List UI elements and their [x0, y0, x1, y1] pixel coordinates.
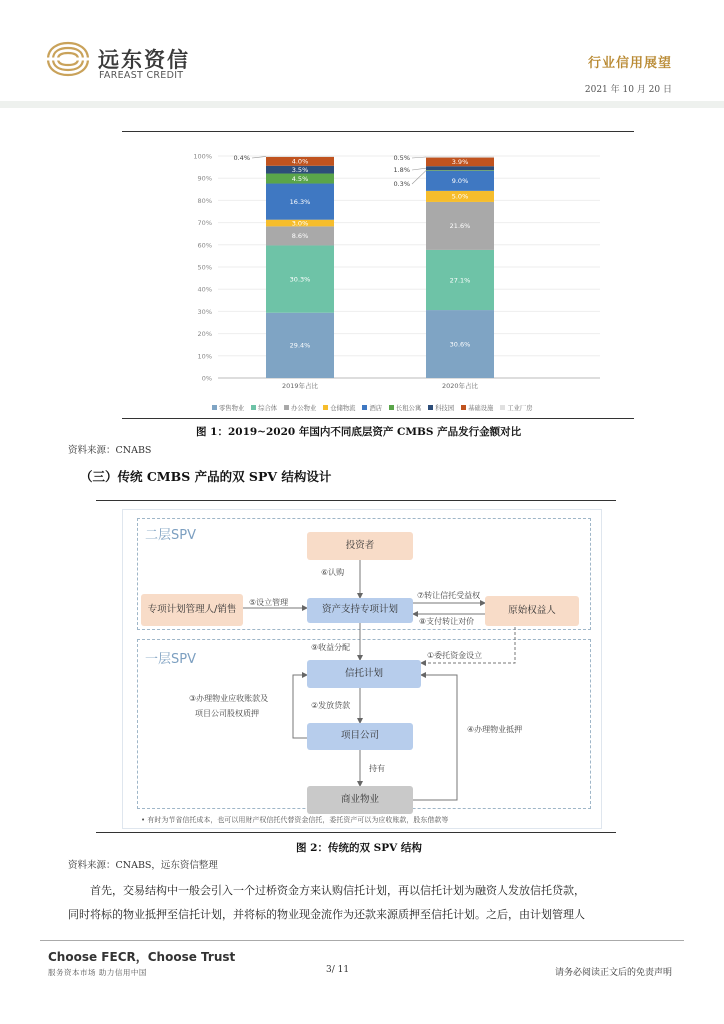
data-label: 29.4%	[289, 341, 311, 350]
footer-slogan: Choose FECR，Choose Trust	[48, 950, 236, 964]
body-line-2: 同时将标的物业抵押至信托计划，并将标的物业现金流作为还款来源质押至信托计划。之后，由计划管理人	[68, 908, 585, 921]
body-paragraph	[68, 879, 680, 927]
leader-line	[412, 157, 426, 158]
figure2-bottom-rule	[96, 832, 616, 833]
legend-item	[284, 405, 316, 412]
report-type: 行业信用展望	[587, 56, 672, 71]
section-title: （三）传统 CMBS 产品的双 SPV 结构设计	[80, 469, 332, 484]
leader-line	[412, 171, 426, 184]
legend-label: 科技园	[435, 405, 455, 412]
edge-pledge-line2: 项目公司股权质押	[195, 709, 259, 718]
data-label: 27.1%	[449, 276, 471, 285]
legend-swatch	[362, 405, 367, 410]
legend-swatch	[212, 405, 217, 410]
node-commercial-property: 商业物业	[307, 786, 413, 814]
edge-hold: 持有	[369, 764, 385, 773]
legend-item	[362, 405, 382, 412]
data-label: 3.5%	[291, 165, 309, 174]
footer-subslogan: 服务资本市场 助力信用中国	[48, 968, 147, 977]
outside-data-label: 0.4%	[233, 154, 250, 162]
footer-rule	[40, 940, 684, 941]
outside-data-label: 0.3%	[393, 180, 410, 188]
bar-segment	[426, 170, 494, 171]
outside-data-label: 1.8%	[393, 166, 410, 174]
bar-segment	[266, 156, 334, 157]
edge-entrust-fund: ①委托资金设立	[427, 651, 483, 660]
y-tick-label: 40%	[197, 285, 212, 294]
layer1-label: 一层SPV	[145, 652, 196, 667]
figure2-caption: 图 2：传统的双 SPV 结构	[296, 842, 422, 854]
y-tick-label: 0%	[201, 374, 212, 383]
legend-swatch	[284, 405, 289, 410]
figure1-source: 资料来源：CNABS	[68, 445, 152, 456]
edge-loan: ②发放贷款	[311, 701, 351, 710]
leader-line	[412, 168, 426, 170]
page-number: 3/ 11	[326, 965, 350, 975]
data-label: 4.0%	[291, 157, 309, 166]
edge-pay-transfer: ⑧支付转让对价	[419, 617, 475, 626]
legend-item	[500, 405, 532, 412]
figure1-caption: 图 1：2019~2020 年国内不同底层资产 CMBS 产品发行金额对比	[196, 426, 522, 438]
figure2-top-rule	[96, 500, 616, 501]
logo-chinese-name: 远东资信	[98, 48, 190, 72]
data-label: 3.9%	[451, 158, 469, 167]
legend-item	[461, 405, 493, 412]
legend-label: 仓储物流	[330, 405, 356, 412]
data-label: 3.0%	[291, 219, 309, 228]
y-tick-label: 80%	[197, 196, 212, 205]
cmbs-stacked-bar-chart	[0, 0, 724, 420]
edge-setup-manage: ⑤设立管理	[249, 598, 289, 607]
logo-english-name: FAREAST CREDIT	[99, 70, 184, 81]
edge-subscribe: ⑥认购	[321, 568, 345, 577]
chart-legend	[212, 403, 540, 412]
node-trust-plan: 信托计划	[307, 660, 421, 688]
legend-label: 办公物业	[291, 405, 317, 412]
data-label: 30.6%	[449, 340, 471, 349]
bar-segment	[426, 166, 494, 170]
chart-plot	[0, 0, 724, 420]
edge-transfer-trust: ⑦转让信托受益权	[417, 591, 481, 600]
spv-diagram	[122, 509, 602, 829]
data-label: 21.6%	[449, 222, 471, 231]
footer-disclaimer: 请务必阅读正文后的免责声明	[554, 968, 672, 978]
legend-label: 基础设施	[468, 405, 494, 412]
legend-swatch	[461, 405, 466, 410]
legend-label: 综合体	[258, 405, 278, 412]
bar-segment	[426, 156, 494, 157]
legend-swatch	[500, 405, 505, 410]
legend-label: 零售物业	[219, 405, 245, 412]
legend-item	[428, 405, 454, 412]
data-label: 8.6%	[291, 232, 309, 241]
edge-profit-distribution: ⑨收益分配	[311, 643, 351, 652]
y-tick-label: 20%	[197, 330, 212, 339]
data-label: 30.3%	[289, 275, 311, 284]
y-tick-label: 70%	[197, 219, 212, 228]
x-category-label: 2020年占比	[441, 382, 479, 390]
x-category-label: 2019年占比	[281, 382, 319, 390]
edge-pledge-line1: ③办理物业应收账款及	[189, 694, 269, 703]
legend-label: 酒店	[369, 405, 383, 412]
figure2-source: 资料来源：CNABS，远东资信整理	[68, 860, 218, 871]
legend-item	[389, 405, 421, 412]
legend-swatch	[323, 405, 328, 410]
node-investor: 投资者	[307, 532, 413, 560]
node-original-owner: 原始权益人	[485, 596, 579, 626]
y-tick-label: 10%	[197, 352, 212, 361]
legend-label: 长租公寓	[396, 405, 422, 412]
figure1-bottom-rule	[122, 418, 634, 419]
diagram-note: • 有时为节省信托成本，也可以用财产权信托代替资金信托，委托资产可以为应收账款，股东借款等	[141, 816, 449, 824]
leader-line	[252, 156, 266, 158]
legend-swatch	[389, 405, 394, 410]
y-tick-label: 60%	[197, 241, 212, 250]
node-manager: 专项计划管理人/销售	[141, 594, 243, 626]
data-label: 16.3%	[289, 197, 311, 206]
y-tick-label: 50%	[197, 263, 212, 272]
data-label: 5.0%	[451, 192, 469, 201]
node-abs-plan: 资产支持专项计划	[307, 598, 413, 623]
report-date: 2021 年 10 月 20 日	[584, 85, 672, 95]
legend-item	[251, 405, 277, 412]
edge-mortgage: ④办理物业抵押	[467, 725, 523, 734]
legend-label: 工业厂房	[507, 405, 533, 412]
body-line-1: 首先，交易结构中一般会引入一个过桥资金方来认购信托计划，再以信托计划为融资人发放信托贷款，	[90, 884, 585, 897]
y-tick-label: 100%	[193, 152, 212, 161]
legend-swatch	[251, 405, 256, 410]
outside-data-label: 0.5%	[393, 154, 410, 162]
layer2-label: 二层SPV	[145, 528, 196, 543]
data-label: 4.5%	[291, 174, 309, 183]
legend-item	[212, 405, 244, 412]
y-tick-label: 90%	[197, 174, 212, 183]
data-label: 9.0%	[451, 177, 469, 186]
y-tick-label: 30%	[197, 307, 212, 316]
node-project-company: 项目公司	[307, 723, 413, 750]
legend-swatch	[428, 405, 433, 410]
legend-item	[323, 405, 355, 412]
